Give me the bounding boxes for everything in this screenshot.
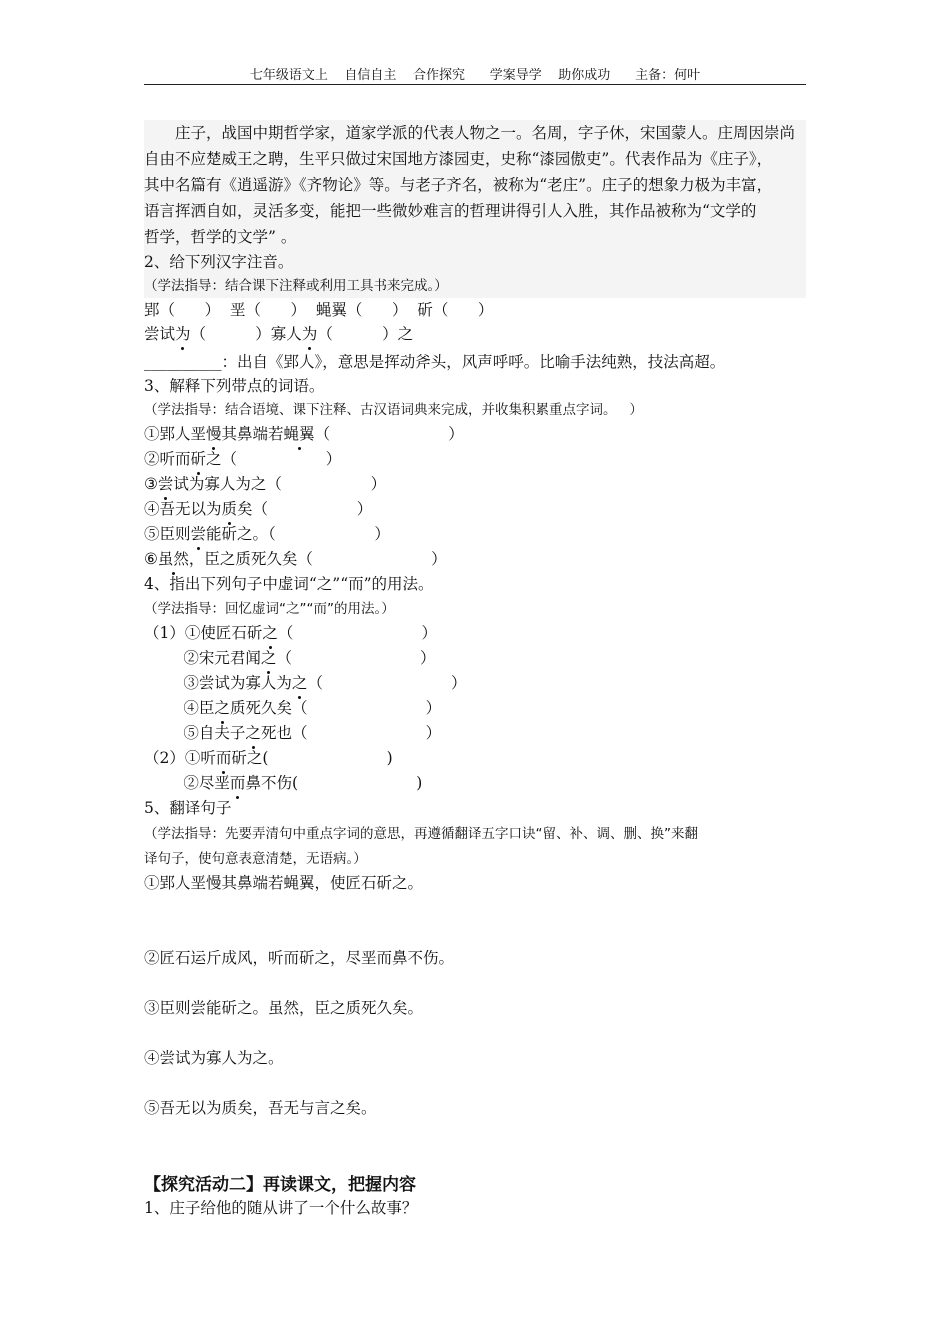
text: ②听而 <box>144 450 191 468</box>
s4-item <box>144 646 436 670</box>
text: 鼻不伤( ) <box>245 774 423 792</box>
blank: ） <box>362 301 408 319</box>
idiom-line: __________：出自《郢人》，意思是挥动斧头，风声呼呼。比喻手法纯熟，技法高超。 <box>144 353 726 371</box>
s4-item <box>144 721 441 745</box>
intro-line: 庄子，战国中期哲学家，道家学派的代表人物之一。名周，字子休，宋国蒙人。庄周因崇尚 <box>175 124 796 142</box>
dotted-char: 尝 <box>191 522 207 546</box>
s3-item <box>144 547 447 571</box>
text: 尝试 <box>144 325 176 343</box>
dotted-char: 斫 <box>191 447 207 471</box>
text: ⑥ <box>144 550 158 568</box>
blank: ） <box>260 301 307 319</box>
intro-line: 哲学，哲学的文学” 。 <box>144 228 297 246</box>
s4-item <box>144 671 467 695</box>
section4-title: 4、指出下列句子中虚词“之”“而”的用法。 <box>144 575 434 593</box>
text: （ ） <box>276 649 436 667</box>
dotted-char: 质 <box>222 497 238 521</box>
text: （ ） <box>307 674 467 692</box>
intro-paragraph <box>144 120 806 250</box>
text: ⑤自夫子 <box>144 724 246 742</box>
dotted-char: 之 <box>214 696 230 720</box>
text: 试为寡人为之（ ） <box>173 475 387 493</box>
text: ⑤臣则 <box>144 525 191 543</box>
s3-item <box>144 497 372 521</box>
dotted-char: 而 <box>230 771 246 795</box>
blank: ） <box>175 301 221 319</box>
text: （2）①听 <box>144 749 216 767</box>
dotted-char: 为 <box>302 322 318 346</box>
text: 能斫之。（ ） <box>206 525 390 543</box>
char: 郢（ <box>144 301 176 319</box>
translate-item: ④尝试为寡人为之。 <box>144 1049 284 1067</box>
text: （ ）之 <box>317 325 414 343</box>
pinyin-row-1 <box>144 298 493 322</box>
dotted-char: 慢 <box>206 422 222 446</box>
activity2-title: 【探究活动二】再读课文，把握内容 <box>144 1175 416 1195</box>
section5-guide: 译句子，使句意表意清楚，无语病。） <box>144 851 367 867</box>
text: ②尽垩 <box>144 774 230 792</box>
text: 矣（ ） <box>237 500 373 518</box>
text: ③尝试为寡人为 <box>144 674 292 692</box>
intro-line: 语言挥洒自如，灵活多变，能把一些微妙难言的哲理讲得引人入胜，其作品被称为“文学的 <box>144 202 757 220</box>
text: （ ） <box>314 425 464 443</box>
intro-line: 自由不应楚威王之聘，生平只做过宋国地方漆园吏，史称“漆园傲吏”。代表作品为《庄子》， <box>144 150 773 168</box>
char: 斫（ <box>417 301 449 319</box>
dotted-char: 之 <box>292 671 308 695</box>
section3-guide: （学法指导：结合语境、课下注释、古汉语词典来完成，并收集积累重点字词。 ） <box>144 402 643 418</box>
section2-guide: （学法指导：结合课下注释或利用工具书来完成。） <box>144 278 448 294</box>
section5-guide: （学法指导：先要弄清句中重点字词的意思，再遵循翻译五字口诀“留、补、调、删、换”来翻 <box>144 826 698 842</box>
s3-item <box>144 472 386 496</box>
text: （ ） <box>277 624 437 642</box>
section3-title: 3、解释下列带点的词语。 <box>144 377 325 395</box>
intro-line: 其中名篇有《逍遥游》《齐物论》等。与老子齐名，被称为“老庄”。庄子的想象力极为丰富， <box>144 176 773 194</box>
dotted-char: 而 <box>216 746 232 770</box>
text: （ ）寡人 <box>190 325 302 343</box>
s4-item <box>144 696 441 720</box>
section2-title: 2、给下列汉字注音。 <box>144 253 294 271</box>
text: 死也（ ） <box>260 724 442 742</box>
dotted-char: 之 <box>262 621 278 645</box>
dotted-char: 蝇翼 <box>284 422 315 446</box>
text: ，臣之质死久矣（ ） <box>188 550 447 568</box>
s3-item <box>144 447 341 471</box>
text: 之（ ） <box>206 450 342 468</box>
dotted-char: 尝 <box>158 472 174 496</box>
translate-item: ③臣则尝能斫之。虽然，臣之质死久矣。 <box>144 999 424 1017</box>
s3-item <box>144 522 390 546</box>
page-header: 七年级语文上 自信自主 合作探究 学案导学 助你成功 主备：何叶 <box>144 64 806 85</box>
text: （1）①使匠石斫 <box>144 624 263 642</box>
text: 斫之( ) <box>231 749 393 767</box>
char: 蝇翼（ <box>315 301 363 319</box>
section5-title: 5、翻译句子 <box>144 799 232 817</box>
dotted-char: 之 <box>245 721 261 745</box>
section4-guide: （学法指导：回忆虚词“之”“而”的用法。） <box>144 601 395 617</box>
pinyin-row-2 <box>144 322 413 346</box>
s4-item <box>144 771 422 795</box>
dotted-char: 虽然 <box>158 547 189 571</box>
dotted-char: 之 <box>261 646 277 670</box>
text: ④臣 <box>144 699 215 717</box>
activity2-question: 1、庄子给他的随从讲了一个什么故事？ <box>144 1199 418 1217</box>
text: 质死久矣（ ） <box>229 699 442 717</box>
s3-item <box>144 422 464 446</box>
translate-item: ⑤吾无以为质矣，吾无与言之矣。 <box>144 1099 377 1117</box>
blank: ） <box>448 301 494 319</box>
text: ④吾无以为 <box>144 500 222 518</box>
text: 其鼻端若 <box>221 425 284 443</box>
s4-item <box>144 621 437 645</box>
text: ②宋元君闻 <box>144 649 261 667</box>
text: ③ <box>144 475 158 493</box>
translate-item: ①郢人垩慢其鼻端若蝇翼，使匠石斫之。 <box>144 874 424 892</box>
char: 垩（ <box>229 301 261 319</box>
s4-item <box>144 746 393 770</box>
dotted-char: 为 <box>175 322 191 346</box>
translate-item: ②匠石运斤成风，听而斫之，尽垩而鼻不伤。 <box>144 949 455 967</box>
text: ①郢人垩 <box>144 425 207 443</box>
